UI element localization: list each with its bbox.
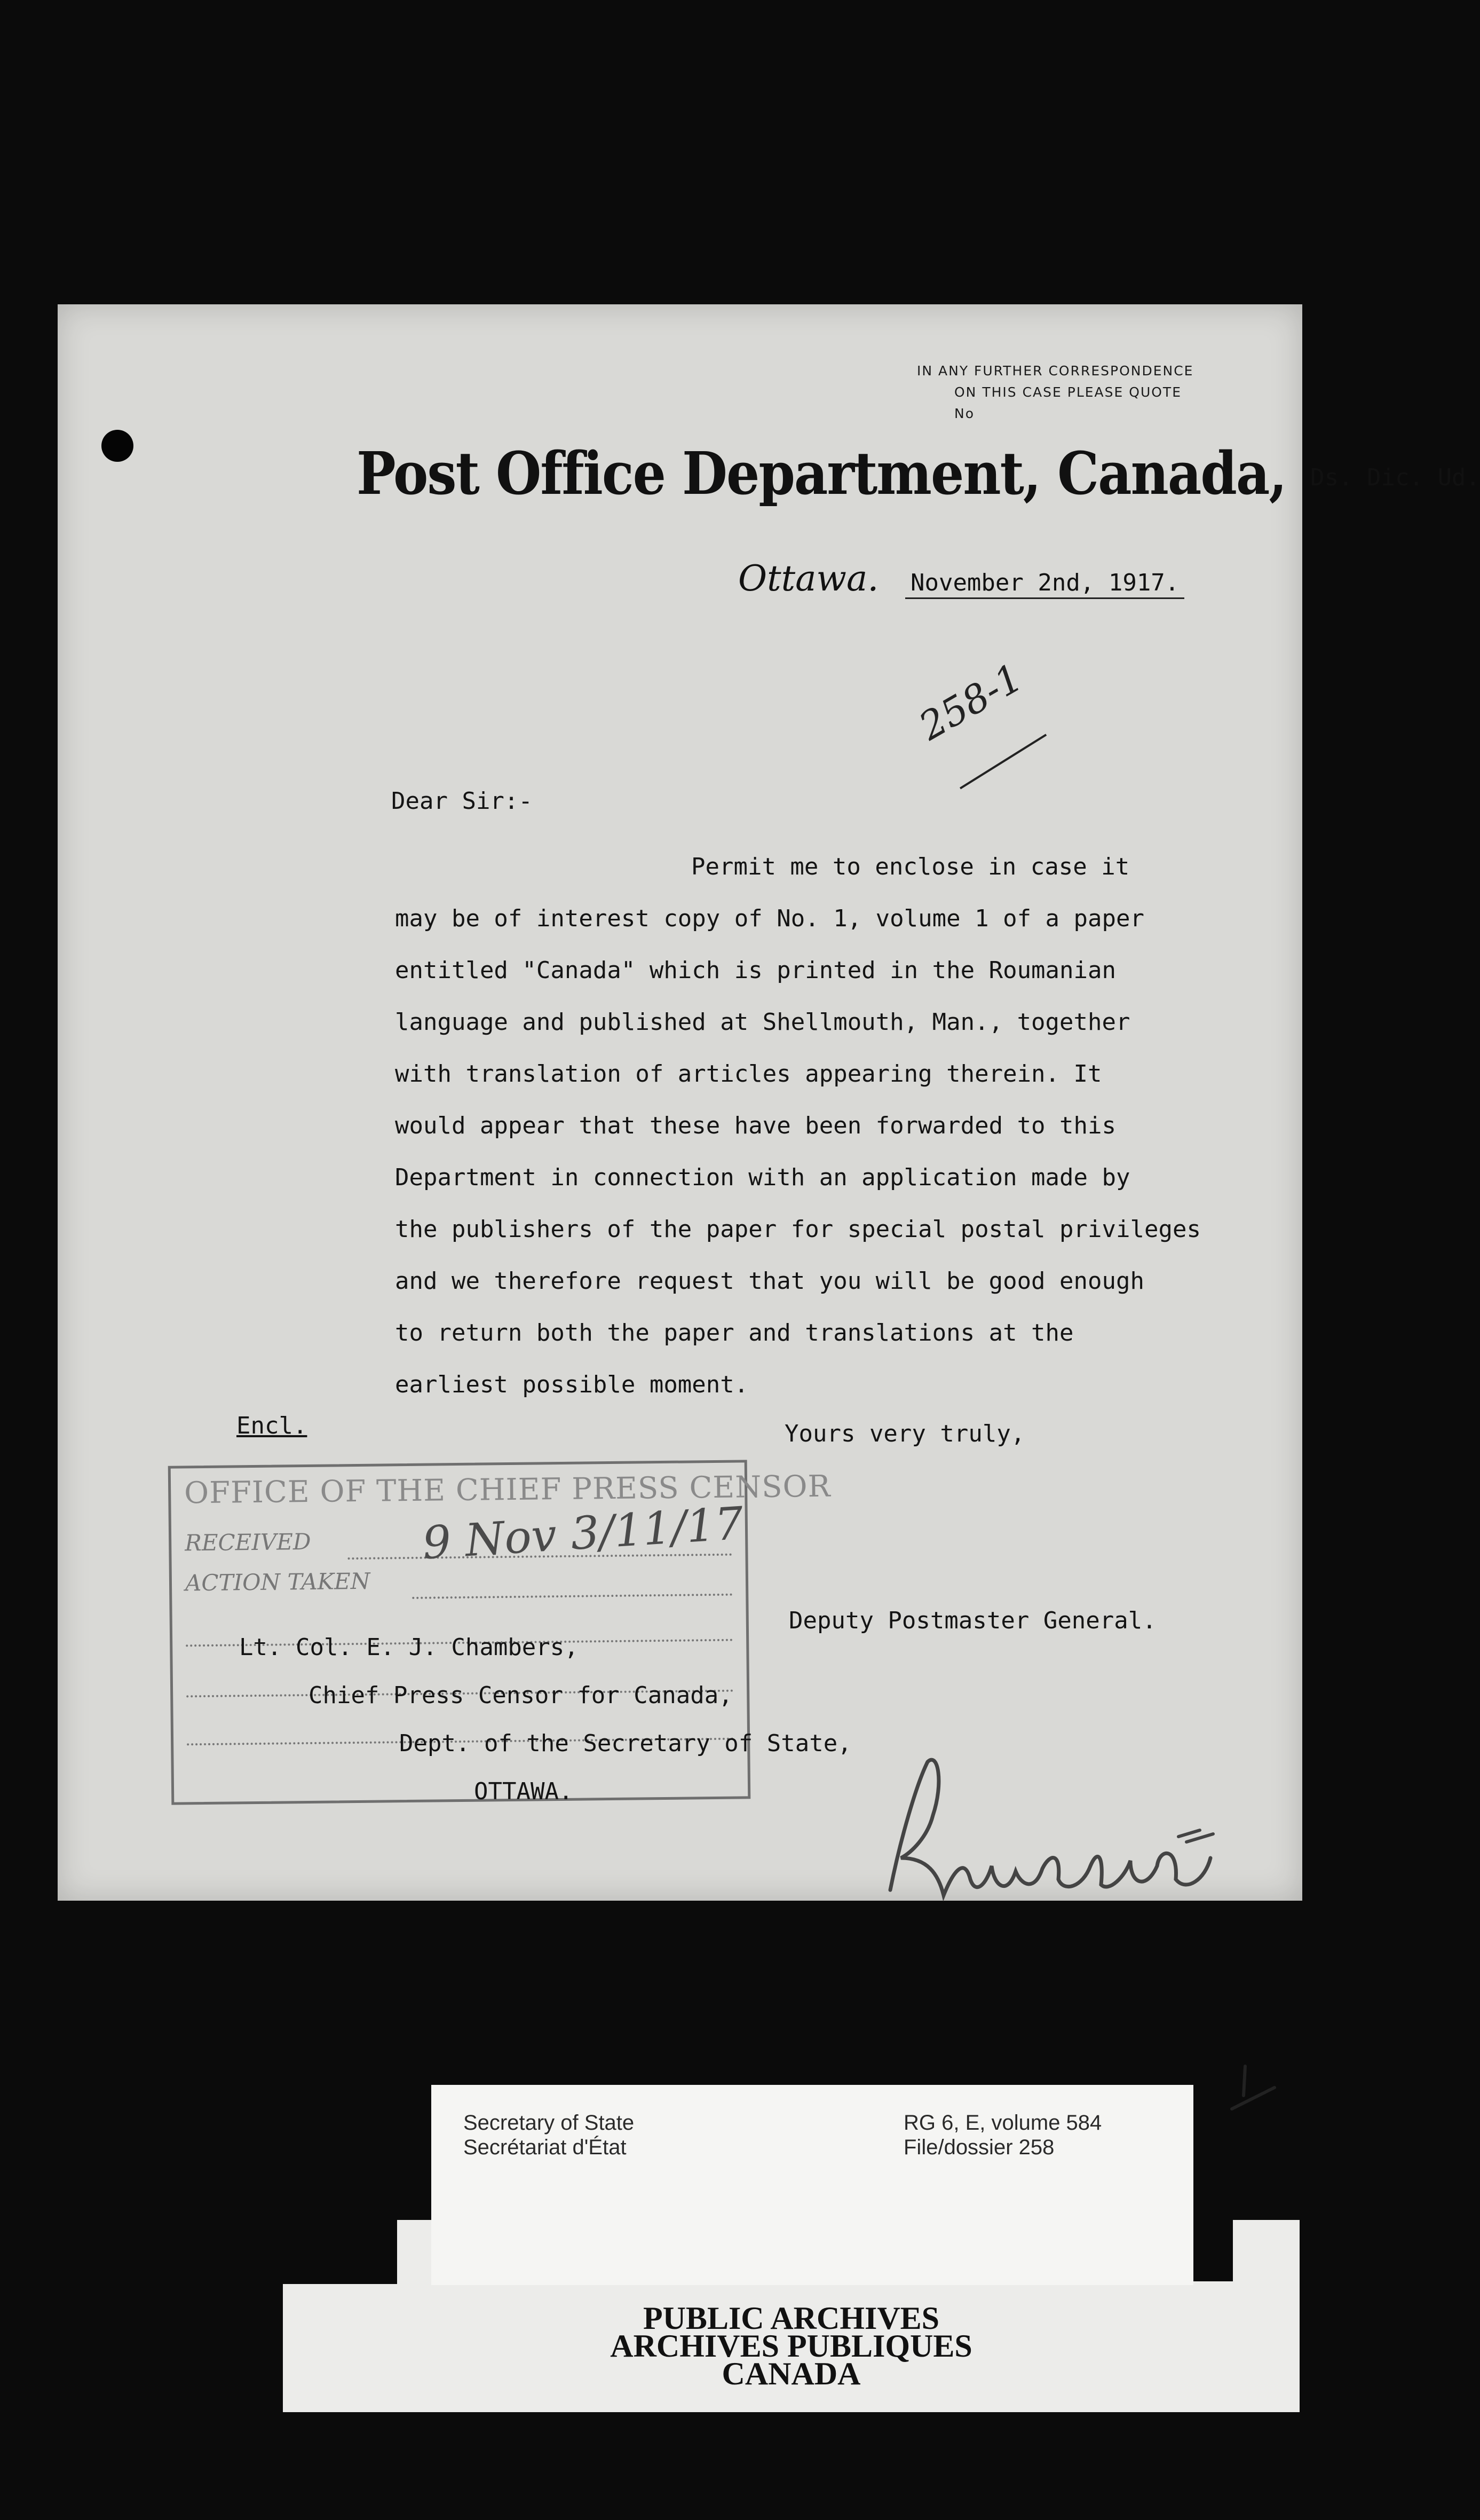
body-line: Department in connection with an application made by [395, 1164, 1130, 1191]
fonds-french: Secrétariat d'État [463, 2136, 627, 2159]
correspondence-note-line: No [954, 406, 975, 421]
archive-reference: RG 6, E, volume 584 [904, 2111, 1102, 2135]
band-notch [280, 2215, 397, 2284]
addressee-line: Chief Press Censor for Canada, [308, 1682, 733, 1709]
closing: Yours very truly, [785, 1420, 1025, 1447]
signature [880, 1751, 1253, 1927]
letterhead [357, 439, 1480, 508]
body-line: with translation of articles appearing therein. It [395, 1060, 1102, 1088]
file-number-underline [960, 734, 1047, 789]
dateline-city: Ottawa. [738, 558, 879, 599]
fonds-english: Secretary of State [463, 2111, 635, 2135]
department-name: Post Office Department, Canada, [357, 439, 1286, 508]
letter-body [395, 841, 1201, 1411]
dateline [738, 558, 1184, 599]
correspondence-note [917, 360, 1193, 424]
body-line: may be of interest copy of No. 1, volume 1 of a paper [395, 905, 1144, 932]
body-line: to return both the paper and translations at the [395, 1319, 1074, 1346]
dateline-date: November 2nd, 1917. [905, 569, 1184, 599]
reference-code: Ds. Dic. Ud. [1310, 464, 1480, 491]
body-line: earliest possible moment. [395, 1371, 749, 1398]
stamp-received-handwriting: 9 Nov 3/11/17 [421, 1497, 745, 1570]
addressee-line: Dept. of the Secretary of State, [399, 1730, 852, 1757]
letter-page [58, 304, 1480, 1901]
correspondence-note-line: IN ANY FURTHER CORRESPONDENCE [917, 363, 1194, 379]
archives-line: ARCHIVES PUBLIQUES [610, 2328, 972, 2364]
band-notch [1190, 2215, 1233, 2281]
stamp-action-label: ACTION TAKEN [185, 1568, 370, 1596]
body-line: language and published at Shellmouth, Man., together [395, 1009, 1130, 1036]
body-line: entitled "Canada" which is printed in the Roumanian [395, 957, 1117, 984]
body-line: Permit me to enclose in case it [691, 853, 1130, 880]
body-line: would appear that these have been forwarded to this [395, 1112, 1117, 1139]
addressee-line: Lt. Col. E. J. Chambers, [239, 1634, 579, 1661]
salutation: Dear Sir:- [391, 788, 533, 815]
handwritten-file-number: 258-1 [912, 655, 1030, 749]
addressee-line: OTTAWA. [474, 1778, 573, 1805]
enclosure-note: Encl. [236, 1412, 307, 1439]
checkmark-icon [1226, 2056, 1291, 2125]
stamp-received-label: RECEIVED [184, 1528, 311, 1556]
body-line: the publishers of the paper for special postal privileges [395, 1216, 1201, 1243]
stamp-office-name: OFFICE OF THE CHIEF PRESS CENSOR [184, 1469, 832, 1511]
correspondence-note-line: ON THIS CASE PLEASE QUOTE [954, 384, 1182, 400]
signature-title: Deputy Postmaster General. [789, 1607, 1157, 1634]
archives-band-text [283, 2301, 1300, 2391]
archive-label-card [431, 2085, 1193, 2285]
archives-line: CANADA [722, 2356, 861, 2391]
punch-hole [101, 430, 133, 462]
archives-line: PUBLIC ARCHIVES [643, 2301, 940, 2336]
stamp-dotted-line [412, 1594, 732, 1599]
archive-file-number: File/dossier 258 [904, 2136, 1055, 2159]
body-line: and we therefore request that you will be good enough [395, 1267, 1144, 1295]
